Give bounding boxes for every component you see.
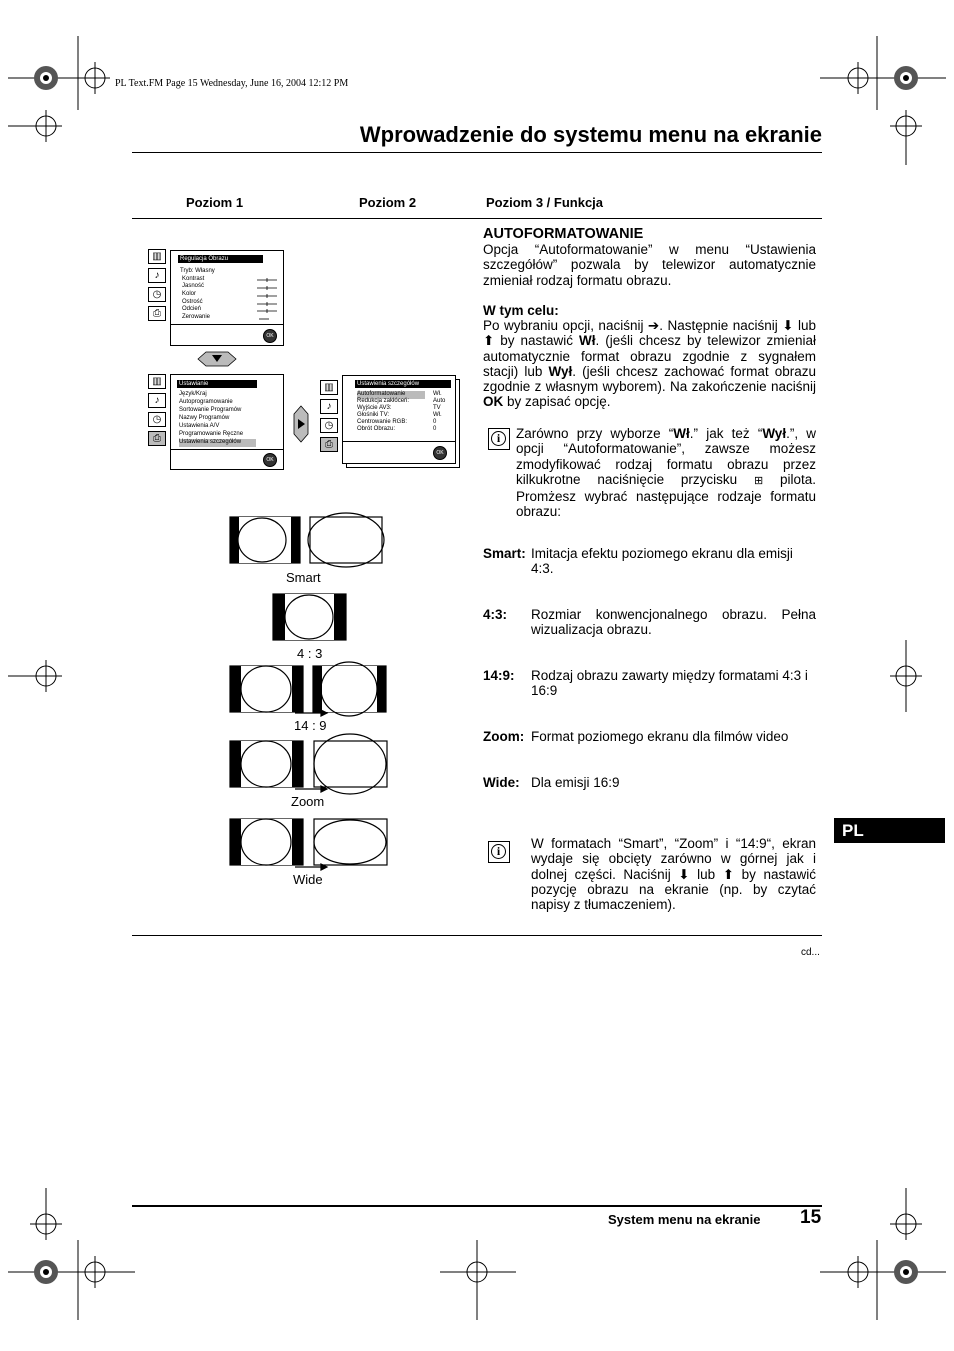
picture-icon: ▥ xyxy=(148,249,166,264)
format-zoom xyxy=(483,729,816,745)
setup-icon: ⎙ xyxy=(148,306,166,321)
up-arrow-icon: ⬆ xyxy=(483,333,495,349)
page-title: Wprowadzenie do systemu menu na ekranie xyxy=(359,122,822,147)
continued-note: cd... xyxy=(801,947,820,958)
column-header-level1: Poziom 1 xyxy=(186,195,244,210)
page-number: 15 xyxy=(800,1207,822,1228)
ok-label: OK xyxy=(483,394,504,410)
menu-header: Regulacja Obrazu xyxy=(178,255,263,263)
sound-icon: ♪ xyxy=(148,268,166,283)
menu-header: Ustawienia szczegółów xyxy=(355,380,451,388)
info-paragraph-1 xyxy=(516,426,816,520)
menu-divider xyxy=(171,324,283,325)
menu-item: Zerowanie xyxy=(182,314,211,320)
menu-item-selected: Autoformatowanie xyxy=(357,391,425,399)
off-label: Wył xyxy=(548,363,573,379)
howto-text: . (jeśli chcesz zachować format obrazu zgodnie z własnym wyborem). Na zakończenie naciśnij xyxy=(483,363,816,395)
menu-item: Obrót Obrazu: xyxy=(357,426,396,432)
info-icon: i xyxy=(488,428,510,450)
column-header-level3: Poziom 3 / Funkcja xyxy=(486,195,604,210)
picture-icon: ▥ xyxy=(148,374,166,389)
up-arrow-icon: ⬆ xyxy=(722,866,735,882)
menu-value: Wł. xyxy=(433,412,442,418)
sound-icon: ♪ xyxy=(320,399,338,414)
menu-item: Redukcja zakłóceń: xyxy=(357,398,410,404)
format-term: Zoom: xyxy=(483,729,525,744)
menu-divider xyxy=(343,441,455,442)
menu-item: Programowanie Ręczne xyxy=(179,431,244,437)
format-term: 4:3: xyxy=(483,607,508,622)
on-label: Wł xyxy=(579,333,596,349)
intro-paragraph: Opcja “Autoformatowanie” w menu “Ustawienia szczegółów” pozwala by telewizor automatycznie zmieniał rodzaj formatu obrazu. xyxy=(483,242,816,288)
info-text: .”, w opcji “Autoformatowanie”, zawsze możesz zmodyfikować rodzaj formatu obrazu przez kilkukrotne naciśnięcie przycisku xyxy=(516,426,816,487)
language-tab: PL xyxy=(834,818,945,843)
format-wide xyxy=(483,775,816,791)
setup-icon: ⎙ xyxy=(320,437,338,452)
ok-button-icon: OK xyxy=(263,329,277,343)
menu-value: Auto xyxy=(433,398,446,404)
menu-picture-adjust xyxy=(170,250,284,346)
setup-icon: ⎙ xyxy=(148,431,166,446)
content-bottom-rule xyxy=(132,935,822,936)
menu-setup xyxy=(170,374,284,470)
timer-icon: ◷ xyxy=(148,287,166,302)
format-desc: Rodzaj obrazu zawarty między formatami 4:3 i 16:9 xyxy=(531,668,808,699)
howto-text: by nastawić xyxy=(494,333,580,349)
menu-value: Wł. xyxy=(433,391,442,397)
info-text: Zarówno przy wyborze “ xyxy=(516,426,674,441)
menu-value: 0 xyxy=(433,419,437,425)
on-label: Wł xyxy=(673,426,690,441)
down-arrow-icon: ⬇ xyxy=(678,866,690,882)
info-text: by nastawić pozycję obrazu na ekranie (np. by czytać napisy z tłumaczeniem). xyxy=(531,866,816,913)
menu-item: Nazwy Programów xyxy=(179,415,230,421)
ok-button-icon: OK xyxy=(263,453,277,467)
menu-item: Odcień xyxy=(182,306,202,312)
screen-format-illustrations xyxy=(225,512,395,872)
menu-value: 0 xyxy=(433,426,437,432)
screen-label-zoom: Zoom xyxy=(291,794,325,809)
right-arrow-icon: ➔ xyxy=(647,318,660,333)
title-rule xyxy=(132,152,822,153)
column-rule xyxy=(132,218,822,219)
right-arrow-pad-icon xyxy=(292,404,310,444)
down-arrow-icon: ⬇ xyxy=(782,318,794,333)
sound-icon: ♪ xyxy=(148,393,166,408)
menu-icons-column-2 xyxy=(148,374,168,449)
menu-item: Tryb: Własny xyxy=(180,268,215,274)
screen-label-4-3: 4 : 3 xyxy=(297,646,323,661)
howto-text: Po wybraniu opcji, naciśnij xyxy=(483,318,648,333)
menu-icons-column-3 xyxy=(320,380,340,455)
menu-item: Głośniki TV: xyxy=(357,412,390,418)
menu-item: Kontrast xyxy=(182,276,205,282)
howto-paragraph xyxy=(483,318,816,410)
info-icon: i xyxy=(488,841,510,863)
info-text: lub xyxy=(689,866,723,882)
screen-format-button-icon: ⊞ xyxy=(753,474,764,487)
format-term: 14:9: xyxy=(483,668,515,683)
menu-item-selected: Ustawienia szczegółów xyxy=(179,439,256,447)
file-info: PL Text.FM Page 15 Wednesday, June 16, 2004 12:12 PM xyxy=(115,78,349,89)
off-label: Wył xyxy=(762,426,787,441)
format-desc: Format poziomego ekranu dla filmów video xyxy=(531,729,789,744)
menu-item: Jasność xyxy=(182,283,205,289)
picture-icon: ▥ xyxy=(320,380,338,395)
menu-item: Ostrość xyxy=(182,299,203,305)
info-text: W formatach “Smart”, “Zoom” i “14:9“, ekran wydaje się obcięty zarówno w górnej jak i dolnej części. Naciśnij xyxy=(531,836,816,882)
menu-divider xyxy=(171,449,283,450)
menu-item: Wyjście AV3: xyxy=(357,405,392,411)
howto-text: lub xyxy=(793,318,816,333)
screen-label-wide: Wide xyxy=(293,872,323,887)
menu-item: Kolor xyxy=(182,291,197,297)
menu-icons-column-1 xyxy=(148,249,168,324)
section-title: AUTOFORMATOWANIE xyxy=(483,226,644,242)
format-term: Wide: xyxy=(483,775,520,790)
format-desc: Dla emisji 16:9 xyxy=(531,775,620,790)
format-14-9 xyxy=(483,668,816,700)
slider-bars xyxy=(257,278,279,322)
howto-title: W tym celu: xyxy=(483,303,559,318)
timer-icon: ◷ xyxy=(320,418,338,433)
ok-button-icon: OK xyxy=(433,446,447,460)
menu-item: Centrowanie RGB: xyxy=(357,419,408,425)
footer-rule xyxy=(132,1205,822,1207)
howto-text: by zapisać opcję. xyxy=(503,394,611,410)
menu-item: Sortowanie Programów xyxy=(179,407,242,413)
format-desc: Imitacja efektu poziomego ekranu dla emisji 4:3. xyxy=(531,546,793,577)
format-term: Smart: xyxy=(483,546,526,561)
screen-label-14-9: 14 : 9 xyxy=(294,718,327,733)
format-smart xyxy=(483,546,816,578)
menu-item: Ustawienia A/V xyxy=(179,423,220,429)
format-4-3 xyxy=(483,607,816,639)
column-header-level2: Poziom 2 xyxy=(359,195,417,210)
menu-detail-settings xyxy=(342,375,456,464)
menu-item: Autoprogramowanie xyxy=(179,399,233,405)
down-arrow-pad-icon xyxy=(196,350,238,368)
howto-text: . Następnie naciśnij xyxy=(659,318,783,333)
screen-label-smart: Smart xyxy=(286,570,321,585)
menu-header: Ustawianie xyxy=(177,380,257,388)
info-paragraph-2 xyxy=(531,836,816,912)
info-text: pilota. Promżesz wybrać następujące rodzaje formatu obrazu: xyxy=(516,471,816,520)
info-text: .” jak też “ xyxy=(689,426,763,441)
format-desc: Rozmiar konwencjonalnego obrazu. Pełna wizualizacja obrazu. xyxy=(531,607,816,638)
menu-value: TV xyxy=(433,405,441,411)
timer-icon: ◷ xyxy=(148,412,166,427)
howto-text: . (jeśli chcesz by telewizor zmieniał automatycznie format obrazu zgodnie z sygnałem stacji) lub xyxy=(483,333,816,379)
menu-item: Język/Kraj xyxy=(179,391,207,397)
footer-section: System menu na ekranie xyxy=(608,1212,761,1227)
